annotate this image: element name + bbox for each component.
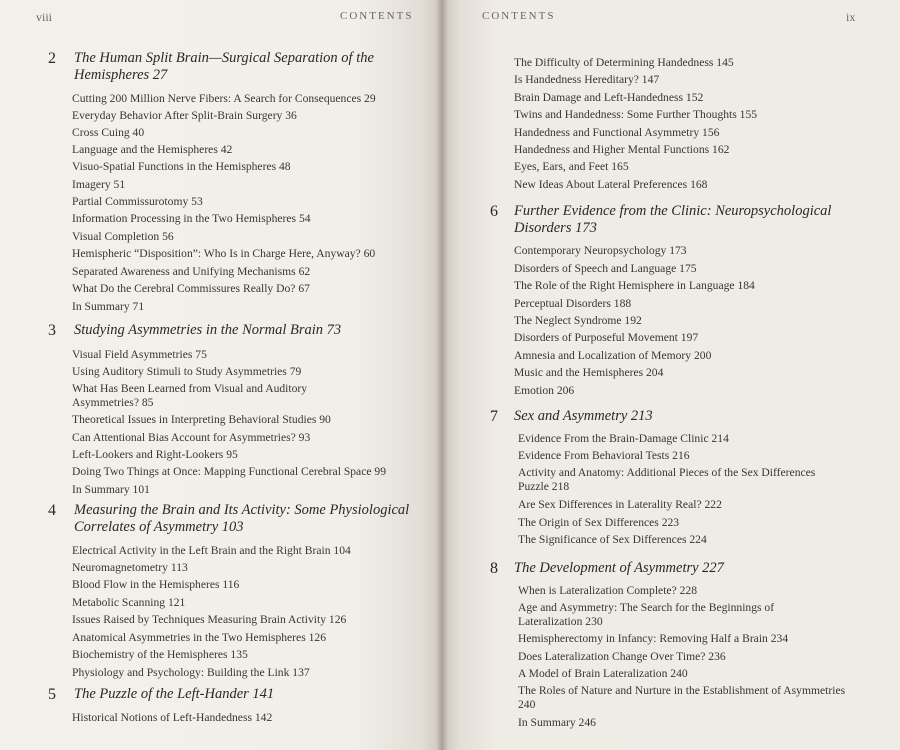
toc-entry[interactable]: Brain Damage and Left-Handedness 152	[514, 91, 704, 104]
chapter-number: 3	[48, 322, 56, 339]
toc-entry[interactable]: Metabolic Scanning 121	[72, 596, 186, 609]
toc-entry[interactable]: What Has Been Learned from Visual and Auditory Asymmetries? 85	[72, 382, 308, 409]
toc-entry[interactable]: Cutting 200 Million Nerve Fibers: A Search for Consequences 29	[72, 92, 376, 105]
chapter-number: 2	[48, 50, 56, 67]
chapter-number: 4	[48, 502, 56, 519]
toc-entry[interactable]: Eyes, Ears, and Feet 165	[514, 160, 629, 173]
page-number: viii	[36, 10, 53, 24]
toc-entry[interactable]: A Model of Brain Lateralization 240	[518, 667, 688, 680]
toc-entry[interactable]: Separated Awareness and Unifying Mechanisms 62	[72, 265, 311, 278]
toc-entry[interactable]: Activity and Anatomy: Additional Pieces of the Sex Differences Puzzle 218	[518, 466, 816, 493]
running-head: CONTENTS	[482, 10, 556, 22]
toc-entry[interactable]: Visual Completion 56	[72, 230, 174, 243]
chapter-number: 6	[490, 203, 498, 220]
toc-entry[interactable]: Biochemistry of the Hemispheres 135	[72, 648, 248, 661]
toc-entry[interactable]: Cross Cuing 40	[72, 126, 145, 139]
running-head: CONTENTS	[340, 10, 414, 22]
toc-entry[interactable]: The Roles of Nature and Nurture in the Establishment of Asymmetries 240	[518, 684, 846, 711]
toc-entry[interactable]: Hemispheric “Disposition”: Who Is in Charge Here, Anyway? 60	[72, 247, 376, 260]
toc-entry[interactable]: Evidence From the Brain-Damage Clinic 214	[518, 432, 729, 445]
toc-entry[interactable]: Contemporary Neuropsychology 173	[514, 244, 687, 257]
chapter-title: Sex and Asymmetry 213	[514, 408, 653, 424]
chapter-title: The Development of Asymmetry 227	[514, 560, 724, 576]
toc-entry[interactable]: Doing Two Things at Once: Mapping Functional Cerebral Space 99	[72, 465, 386, 478]
chapter-title: Studying Asymmetries in the Normal Brain 73	[74, 322, 342, 338]
toc-entry[interactable]: The Significance of Sex Differences 224	[518, 533, 707, 546]
toc-entry[interactable]: Everyday Behavior After Split-Brain Surgery 36	[72, 109, 297, 122]
left-page	[0, 0, 442, 750]
toc-entry[interactable]: Visual Field Asymmetries 75	[72, 348, 207, 361]
toc-entry[interactable]: The Difficulty of Determining Handedness 145	[514, 56, 734, 69]
toc-entry[interactable]: Are Sex Differences in Laterality Real? 222	[518, 498, 722, 511]
toc-entry[interactable]: Evidence From Behavioral Tests 216	[518, 449, 690, 462]
toc-entry[interactable]: Language and the Hemispheres 42	[72, 143, 233, 156]
toc-entry[interactable]: In Summary 71	[72, 300, 145, 313]
toc-entry[interactable]: Anatomical Asymmetries in the Two Hemispheres 126	[72, 631, 326, 644]
book-gutter	[436, 0, 448, 750]
chapter-title: Further Evidence from the Clinic: Neuropsychological Disorders 173	[514, 203, 832, 236]
chapter-number: 7	[490, 408, 498, 425]
toc-entry[interactable]: In Summary 246	[518, 716, 596, 729]
toc-entry[interactable]: Imagery 51	[72, 178, 126, 191]
toc-entry[interactable]: Using Auditory Stimuli to Study Asymmetries 79	[72, 365, 302, 378]
chapter-title: Measuring the Brain and Its Activity: Some Physiological Correlates of Asymmetry 103	[74, 502, 410, 535]
toc-entry[interactable]: The Origin of Sex Differences 223	[518, 516, 680, 529]
toc-entry[interactable]: Issues Raised by Techniques Measuring Brain Activity 126	[72, 613, 347, 626]
toc-entry[interactable]: Electrical Activity in the Left Brain and the Right Brain 104	[72, 544, 351, 557]
chapter-title: The Human Split Brain—Surgical Separation of the Hemispheres 27	[74, 50, 374, 83]
toc-entry[interactable]: Music and the Hemispheres 204	[514, 366, 664, 379]
toc-entry[interactable]: When is Lateralization Complete? 228	[518, 584, 697, 597]
right-page	[442, 0, 900, 750]
toc-entry[interactable]: Handedness and Functional Asymmetry 156	[514, 126, 720, 139]
toc-entry[interactable]: In Summary 101	[72, 483, 150, 496]
toc-entry[interactable]: What Do the Cerebral Commissures Really Do? 67	[72, 282, 310, 295]
toc-entry[interactable]: Neuromagnetometry 113	[72, 561, 188, 574]
toc-entry[interactable]: Partial Commissurotomy 53	[72, 195, 203, 208]
toc-entry[interactable]: Is Handedness Hereditary? 147	[514, 73, 660, 86]
toc-entry[interactable]: The Neglect Syndrome 192	[514, 314, 642, 327]
chapter-number: 8	[490, 560, 498, 577]
toc-entry[interactable]: Twins and Handedness: Some Further Thoughts 155	[514, 108, 758, 121]
chapter-title: The Puzzle of the Left-Hander 141	[74, 686, 275, 702]
toc-entry[interactable]: Left-Lookers and Right-Lookers 95	[72, 448, 238, 461]
toc-entry[interactable]: Information Processing in the Two Hemispheres 54	[72, 212, 311, 225]
page-number: ix	[846, 10, 856, 24]
toc-entry[interactable]: Physiology and Psychology: Building the Link 137	[72, 666, 310, 679]
toc-entry[interactable]: Handedness and Higher Mental Functions 162	[514, 143, 730, 156]
toc-entry[interactable]: Historical Notions of Left-Handedness 142	[72, 711, 273, 724]
toc-entry[interactable]: Does Lateralization Change Over Time? 236	[518, 650, 726, 663]
toc-entry[interactable]: Disorders of Purposeful Movement 197	[514, 331, 699, 344]
toc-entry[interactable]: Disorders of Speech and Language 175	[514, 262, 697, 275]
toc-entry[interactable]: Visuo-Spatial Functions in the Hemispheres 48	[72, 160, 291, 173]
toc-entry[interactable]: Perceptual Disorders 188	[514, 297, 632, 310]
toc-entry[interactable]: Blood Flow in the Hemispheres 116	[72, 578, 240, 591]
chapter-number: 5	[48, 686, 56, 703]
toc-entry[interactable]: Can Attentional Bias Account for Asymmetries? 93	[72, 431, 311, 444]
toc-entry[interactable]: The Role of the Right Hemisphere in Language 184	[514, 279, 755, 292]
toc-entry[interactable]: Emotion 206	[514, 384, 575, 397]
toc-entry[interactable]: New Ideas About Lateral Preferences 168	[514, 178, 708, 191]
toc-entry[interactable]: Theoretical Issues in Interpreting Behavioral Studies 90	[72, 413, 331, 426]
toc-entry[interactable]: Amnesia and Localization of Memory 200	[514, 349, 712, 362]
toc-entry[interactable]: Hemispherectomy in Infancy: Removing Half a Brain 234	[518, 632, 789, 645]
toc-entry[interactable]: Age and Asymmetry: The Search for the Beginnings of Lateralization 230	[518, 601, 775, 628]
